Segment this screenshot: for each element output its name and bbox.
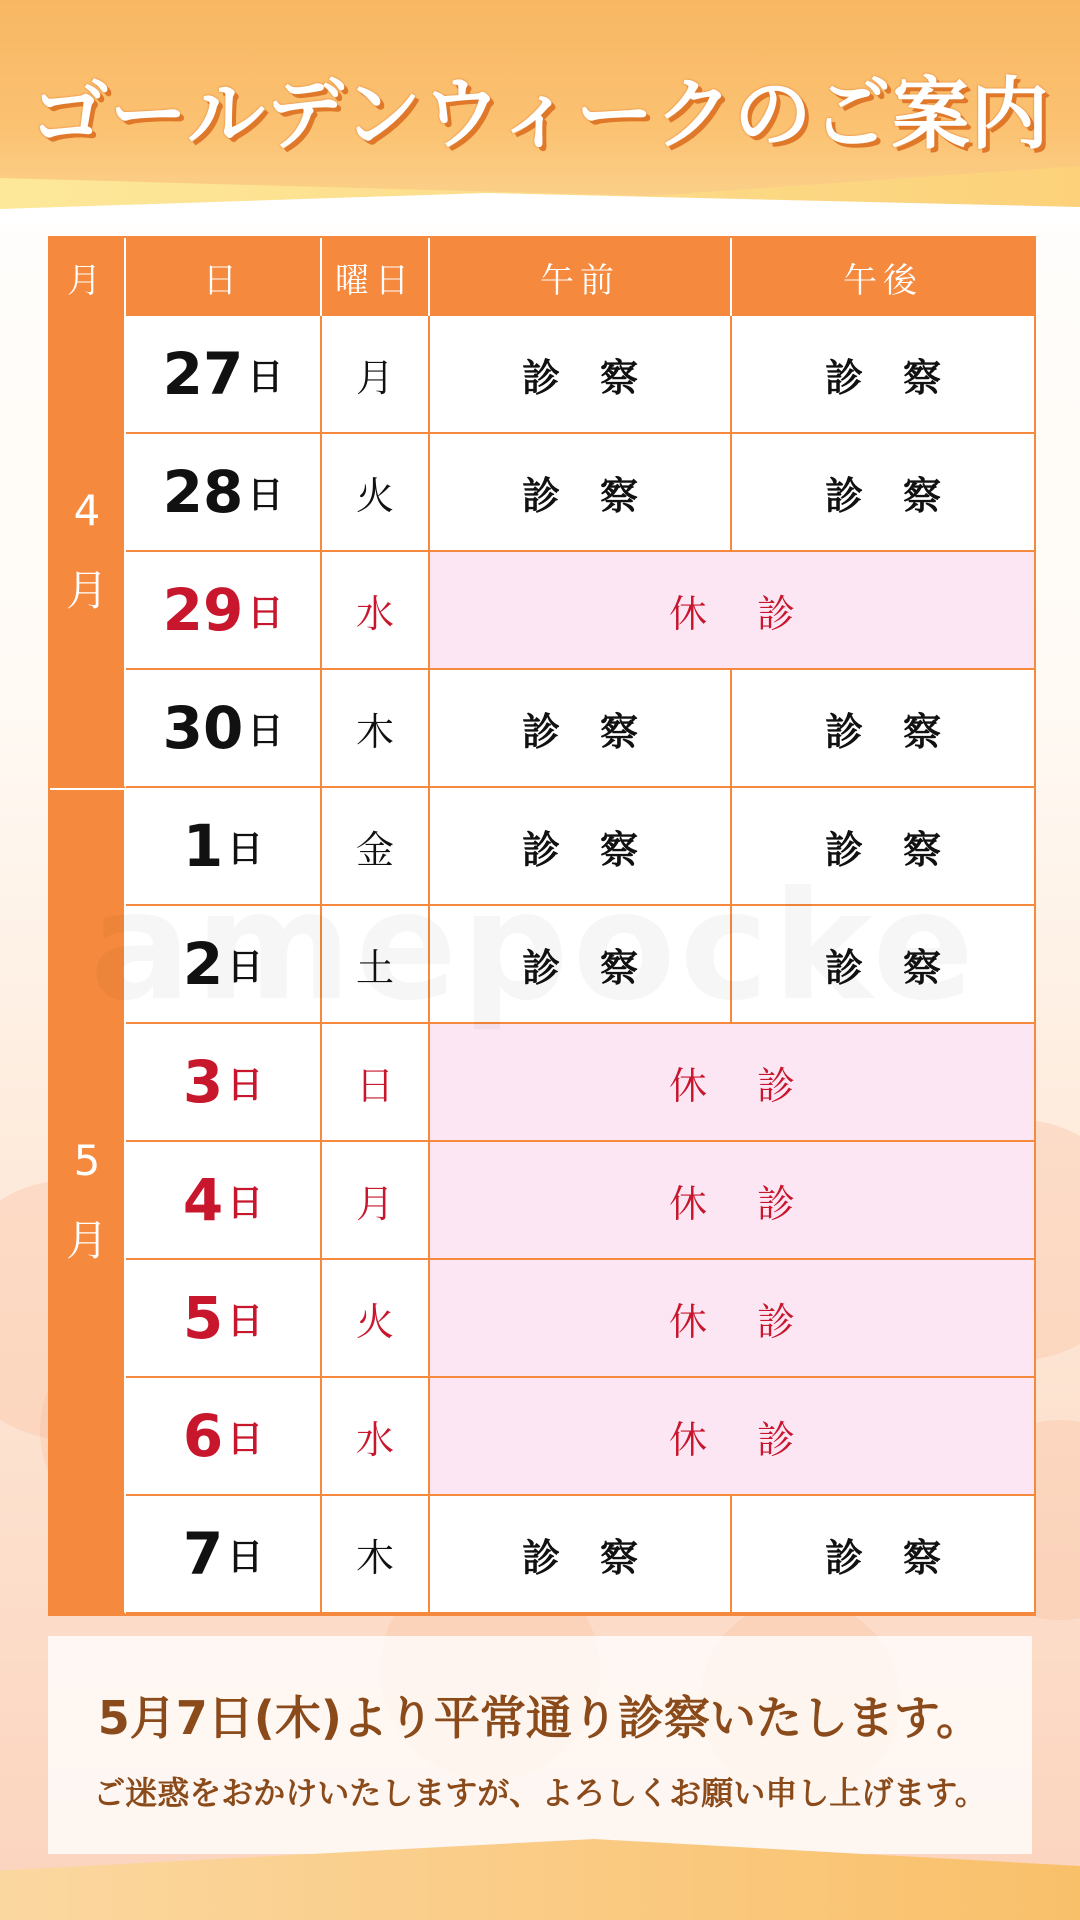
month-cell-april <box>50 316 126 788</box>
morning-status-cell: 診察 <box>430 670 732 788</box>
day-unit: 日 <box>247 592 284 634</box>
day-unit: 日 <box>227 1182 264 1224</box>
afternoon-status-cell: 診察 <box>732 670 1034 788</box>
header-cell: 曜日 <box>322 238 430 316</box>
closed-cell: 休診 <box>430 1378 1034 1496</box>
month-cell-may <box>50 788 126 1614</box>
day-number: 30 <box>162 694 244 762</box>
afternoon-status-cell: 診察 <box>732 434 1034 552</box>
afternoon-status-cell: 診察 <box>732 316 1034 434</box>
day-number: 6 <box>182 1402 224 1470</box>
day-cell <box>126 1024 322 1142</box>
weekday-cell: 土 <box>322 906 430 1024</box>
page-title: ゴールデンウィークのご案内 <box>30 70 1050 160</box>
notice-main-text: 5月7日(木)より平常通り診察いたします。 <box>97 1691 983 1745</box>
weekday-cell: 火 <box>322 434 430 552</box>
morning-status-cell: 診察 <box>430 434 732 552</box>
month-unit: 月 <box>65 1216 108 1265</box>
day-number: 7 <box>182 1520 224 1588</box>
schedule-table <box>48 236 1036 1616</box>
header-cell: 日 <box>126 238 322 316</box>
day-unit: 日 <box>227 946 264 988</box>
day-unit: 日 <box>247 710 284 752</box>
day-number: 3 <box>182 1048 224 1116</box>
morning-status-cell: 診察 <box>430 316 732 434</box>
afternoon-status-cell: 診察 <box>732 906 1034 1024</box>
notice-box <box>48 1636 1032 1854</box>
day-cell <box>126 788 322 906</box>
weekday-cell: 月 <box>322 316 430 434</box>
day-number: 2 <box>182 930 224 998</box>
morning-status-cell: 診察 <box>430 788 732 906</box>
day-unit: 日 <box>227 828 264 870</box>
header-cell: 月 <box>50 238 126 316</box>
afternoon-status-cell: 診察 <box>732 788 1034 906</box>
day-number: 5 <box>182 1284 224 1352</box>
weekday-cell: 月 <box>322 1142 430 1260</box>
weekday-cell: 水 <box>322 552 430 670</box>
closed-cell: 休診 <box>430 1142 1034 1260</box>
day-unit: 日 <box>227 1300 264 1342</box>
closed-cell: 休診 <box>430 552 1034 670</box>
day-unit: 日 <box>227 1536 264 1578</box>
day-unit: 日 <box>227 1418 264 1460</box>
day-cell <box>126 906 322 1024</box>
header-cell: 午後 <box>732 238 1034 316</box>
day-cell <box>126 1378 322 1496</box>
weekday-cell: 金 <box>322 788 430 906</box>
day-unit: 日 <box>247 356 284 398</box>
weekday-cell: 水 <box>322 1378 430 1496</box>
day-cell <box>126 1260 322 1378</box>
day-number: 29 <box>162 576 244 644</box>
morning-status-cell: 診察 <box>430 1496 732 1614</box>
day-cell <box>126 670 322 788</box>
day-cell <box>126 316 322 434</box>
day-number: 1 <box>182 812 224 880</box>
closed-cell: 休診 <box>430 1024 1034 1142</box>
day-number: 4 <box>182 1166 224 1234</box>
weekday-cell: 日 <box>322 1024 430 1142</box>
header-cell: 午前 <box>430 238 732 316</box>
month-number: 5 <box>73 1136 101 1186</box>
weekday-cell: 火 <box>322 1260 430 1378</box>
morning-status-cell: 診察 <box>430 906 732 1024</box>
day-unit: 日 <box>247 474 284 516</box>
day-number: 28 <box>162 458 244 526</box>
notice-sub-text: ご迷惑をおかけいたしますが、よろしくお願い申し上げます。 <box>93 1774 987 1812</box>
month-number: 4 <box>73 486 101 536</box>
month-unit: 月 <box>65 566 108 615</box>
day-number: 27 <box>162 340 244 408</box>
weekday-cell: 木 <box>322 1496 430 1614</box>
closed-cell: 休診 <box>430 1260 1034 1378</box>
weekday-cell: 木 <box>322 670 430 788</box>
day-cell <box>126 552 322 670</box>
day-cell <box>126 434 322 552</box>
day-unit: 日 <box>227 1064 264 1106</box>
day-cell <box>126 1496 322 1614</box>
afternoon-status-cell: 診察 <box>732 1496 1034 1614</box>
day-cell <box>126 1142 322 1260</box>
